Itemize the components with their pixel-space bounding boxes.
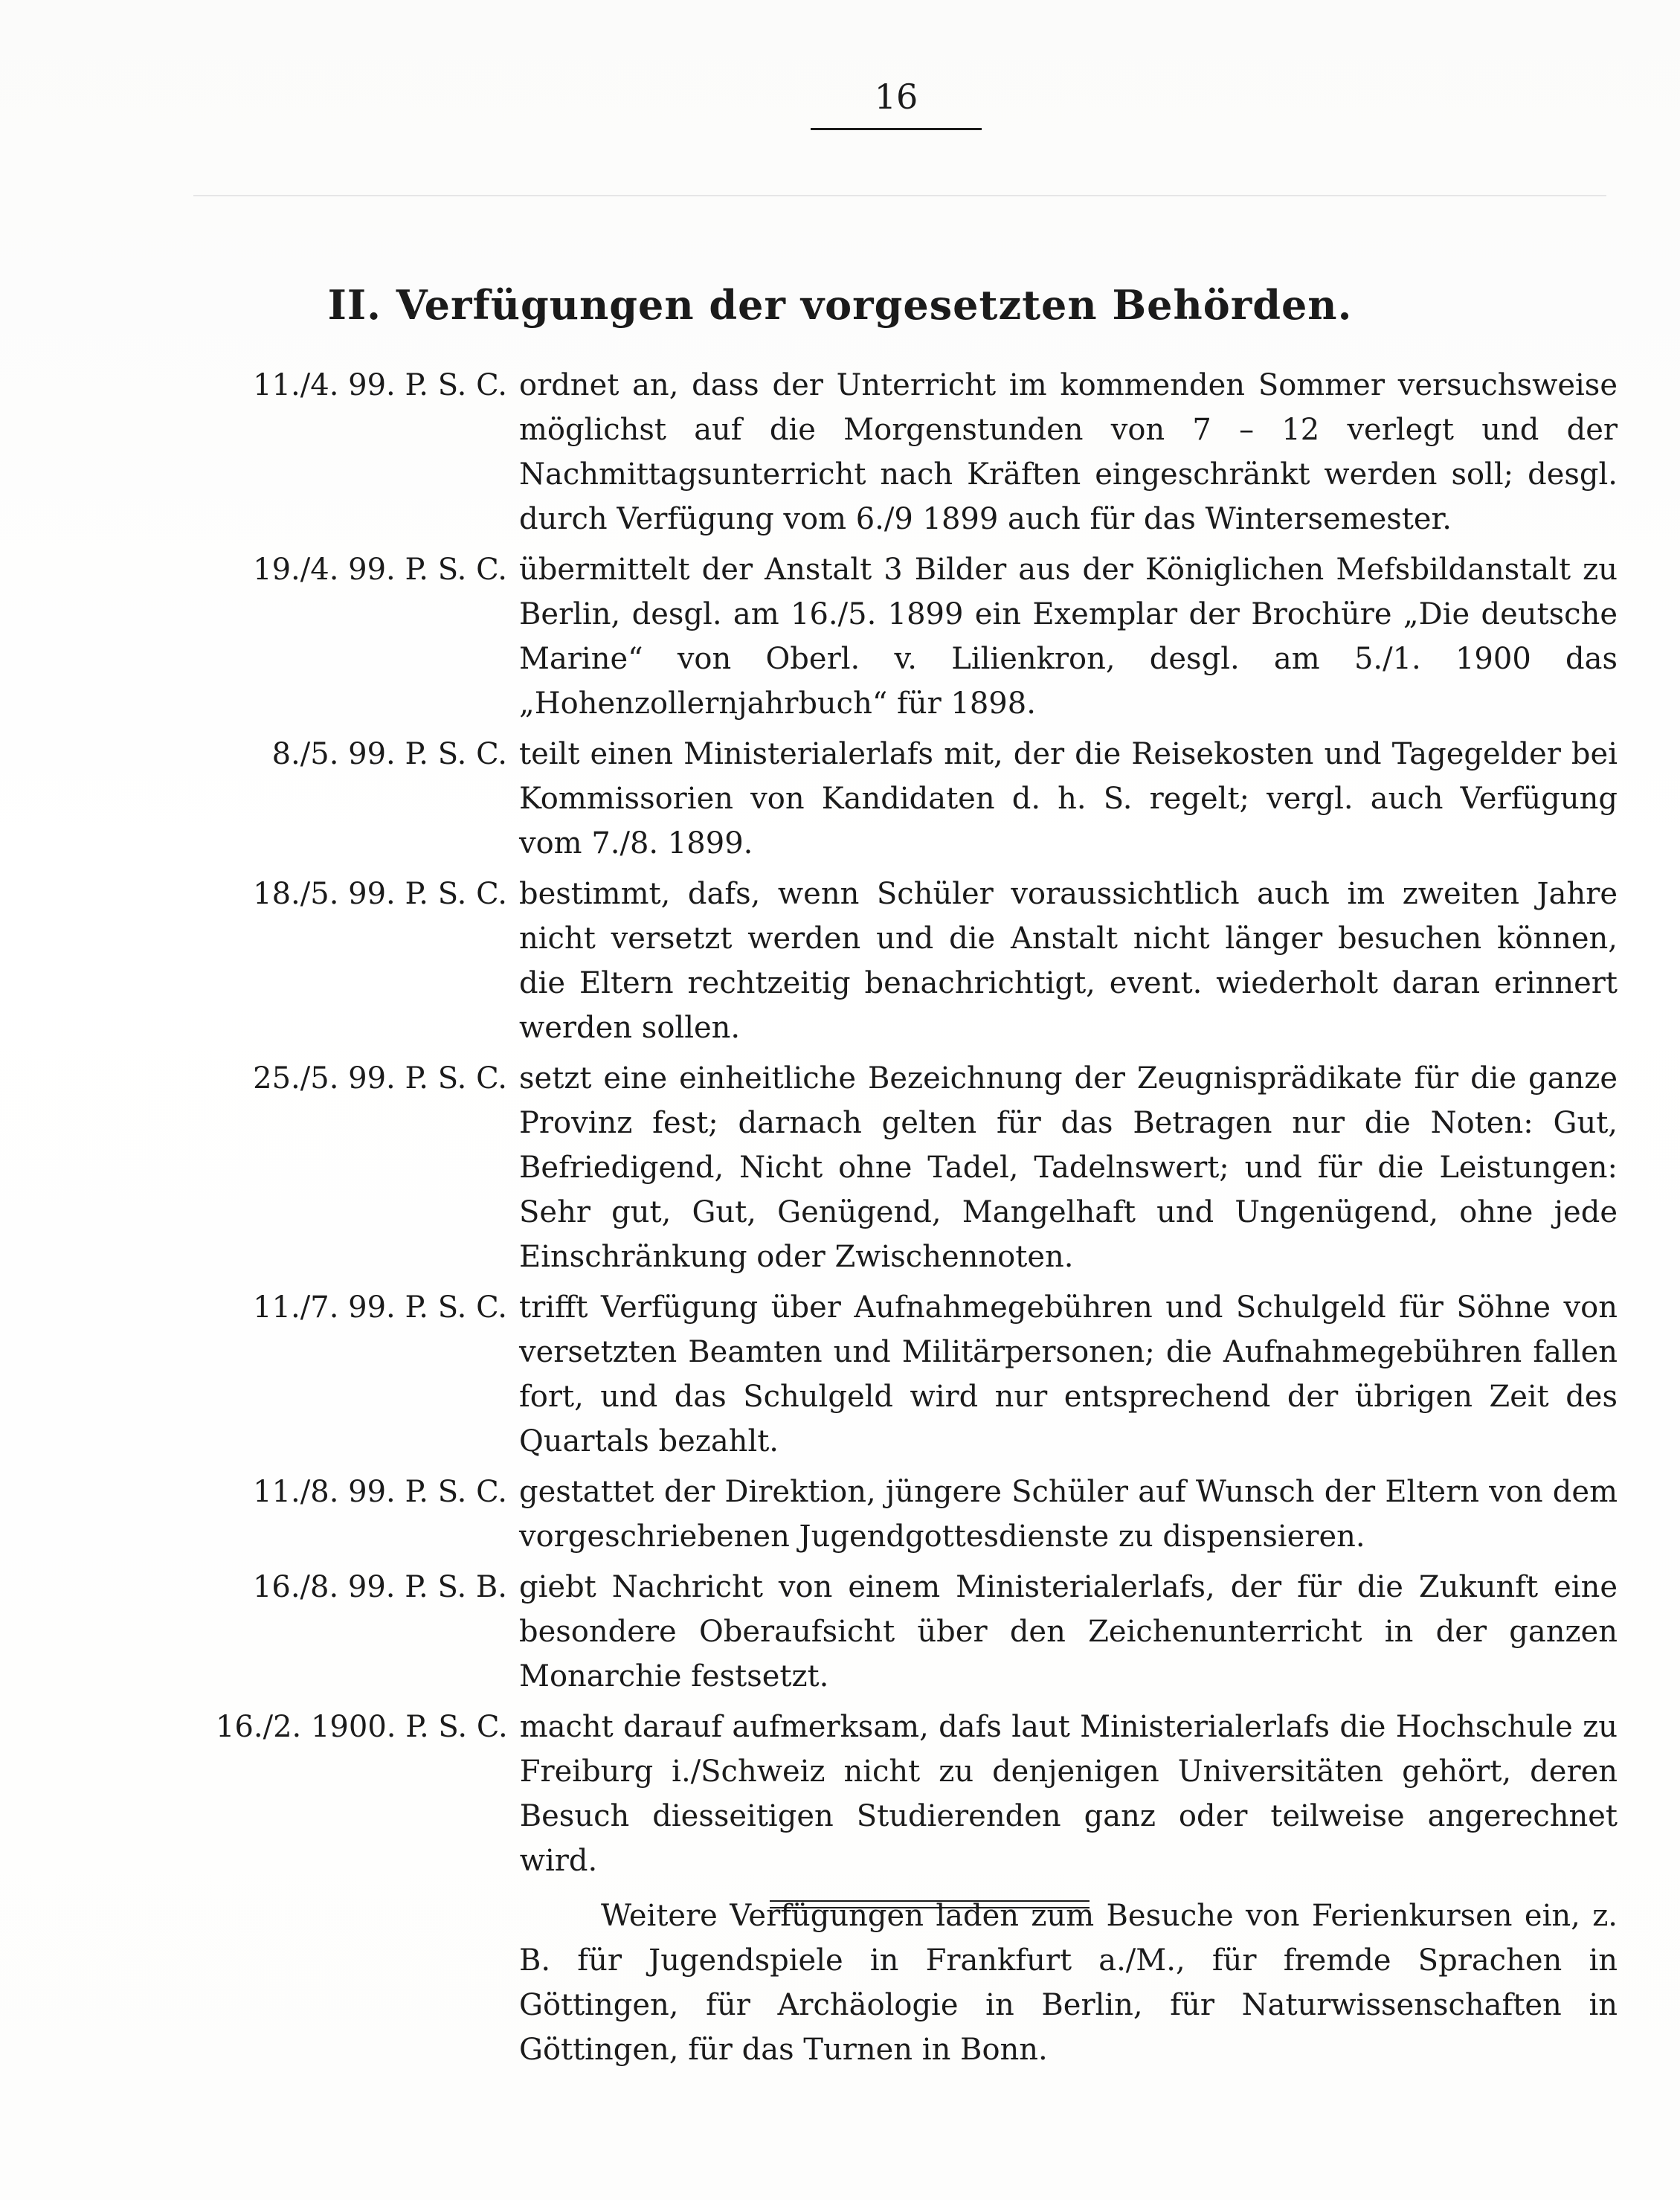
decree-text: setzt eine einheitliche Bezeichnung der Zeugnisprädikate für die ganze Provinz fest; darnach gelten für das Betragen nur die Noten: Gut, Befriedigend, Nicht ohne Tadel, Tadelnswert; und für die Leistungen: Sehr gut, Gut, Genügend, Mangelhaft und Ungenügend, ohne jede Einschränkung oder Zwischennoten.: [519, 1061, 1618, 1274]
decree-date-authority: 19./4. 99. P. S. C.: [253, 553, 507, 587]
decree-text: teilt einen Ministerialerlafs mit, der die Reisekosten und Tagegelder bei Kommissorien von Kandidaten d. h. S. regelt; vergl. auch Verfügung vom 7./8. 1899.: [519, 737, 1618, 861]
decree-entry: [216, 872, 1618, 1050]
decree-entry: [216, 1056, 1618, 1279]
decree-text: macht darauf aufmerksam, dafs laut Ministerialerlafs die Hochschule zu Freiburg i./Schweiz nicht zu denjenigen Universitäten gehört, deren Besuch diesseitigen Studierenden ganz oder teilweise angerechnet wird.: [519, 1710, 1618, 1878]
decree-text: übermittelt der Anstalt 3 Bilder aus der Königlichen Mefsbildanstalt zu Berlin, desgl. am 16./5. 1899 ein Exemplar der Brochüre „Die deutsche Marine“ von Oberl. v. Lilienkron, desgl. am 5./1. 1900 das „Hohenzollernjahrbuch“ für 1898.: [519, 553, 1618, 721]
decree-list: [216, 363, 1618, 2102]
page-number-underline: [811, 128, 982, 130]
decree-entry: [216, 1565, 1618, 1699]
decree-entry: [216, 1705, 1618, 1883]
decree-entry: [216, 547, 1618, 726]
decree-date-authority: 18./5. 99. P. S. C.: [253, 877, 507, 911]
decree-text: giebt Nachricht von einem Ministerialerlafs, der für die Zukunft eine besondere Oberaufsicht über den Zeichenunterricht in der ganzen Monarchie festsetzt.: [519, 1570, 1618, 1694]
decree-entry: [216, 1470, 1618, 1559]
section-heading: II. Verfügungen der vorgesetzten Behörden.: [327, 281, 1353, 329]
closing-paragraph: Weitere Verfügungen laden zum Besuche von Ferienkursen ein, z. B. für Jugendspiele in Frankfurt a./M., für fremde Sprachen in Göttingen, für Archäologie in Berlin, für Naturwissenschaften in Göttingen, für das Turnen in Bonn.: [519, 1899, 1618, 2067]
decree-date-authority: 16./2. 1900. P. S. C.: [216, 1710, 508, 1744]
show-through-rule: [193, 195, 1606, 196]
decree-text: trifft Verfügung über Aufnahmegebühren und Schulgeld für Söhne von versetzten Beamten und Militärpersonen; die Aufnahmegebühren fallen fort, und das Schulgeld wird nur entsprechend der übrigen Zeit des Quartals bezahlt.: [519, 1290, 1618, 1458]
decree-text: gestattet der Direktion, jüngere Schüler auf Wunsch der Eltern von dem vorgeschriebenen Jugendgottesdienste zu dispensieren.: [519, 1475, 1618, 1554]
decree-entry: [216, 732, 1618, 866]
decree-date-authority: 8./5. 99. P. S. C.: [271, 737, 507, 771]
decree-entry: [216, 363, 1618, 541]
decree-date-authority: 16./8. 99. P. S. B.: [252, 1570, 507, 1604]
decree-text: bestimmt, dafs, wenn Schüler voraussichtlich auch im zweiten Jahre nicht versetzt werden und die Anstalt nicht länger besuchen können, die Eltern rechtzeitig benachrichtigt, event. wiederholt daran erinnert werden sollen.: [519, 877, 1618, 1045]
decree-date-authority: 11./4. 99. P. S. C.: [253, 368, 507, 402]
end-double-rule: [770, 1900, 1090, 1908]
decree-text: ordnet an, dass der Unterricht im kommenden Sommer versuchsweise möglichst auf die Morgenstunden von 7 – 12 verlegt und der Nachmittagsunterricht nach Kräften eingeschränkt werden soll; desgl. durch Verfügung vom 6./9 1899 auch für das Wintersemester.: [519, 368, 1618, 536]
decree-date-authority: 11./8. 99. P. S. C.: [253, 1475, 507, 1509]
decree-date-authority: 11./7. 99. P. S. C.: [253, 1290, 507, 1325]
page-number: 16: [874, 77, 918, 117]
decree-date-authority: 25./5. 99. P. S. C.: [253, 1061, 507, 1096]
decree-entry: [216, 1285, 1618, 1464]
